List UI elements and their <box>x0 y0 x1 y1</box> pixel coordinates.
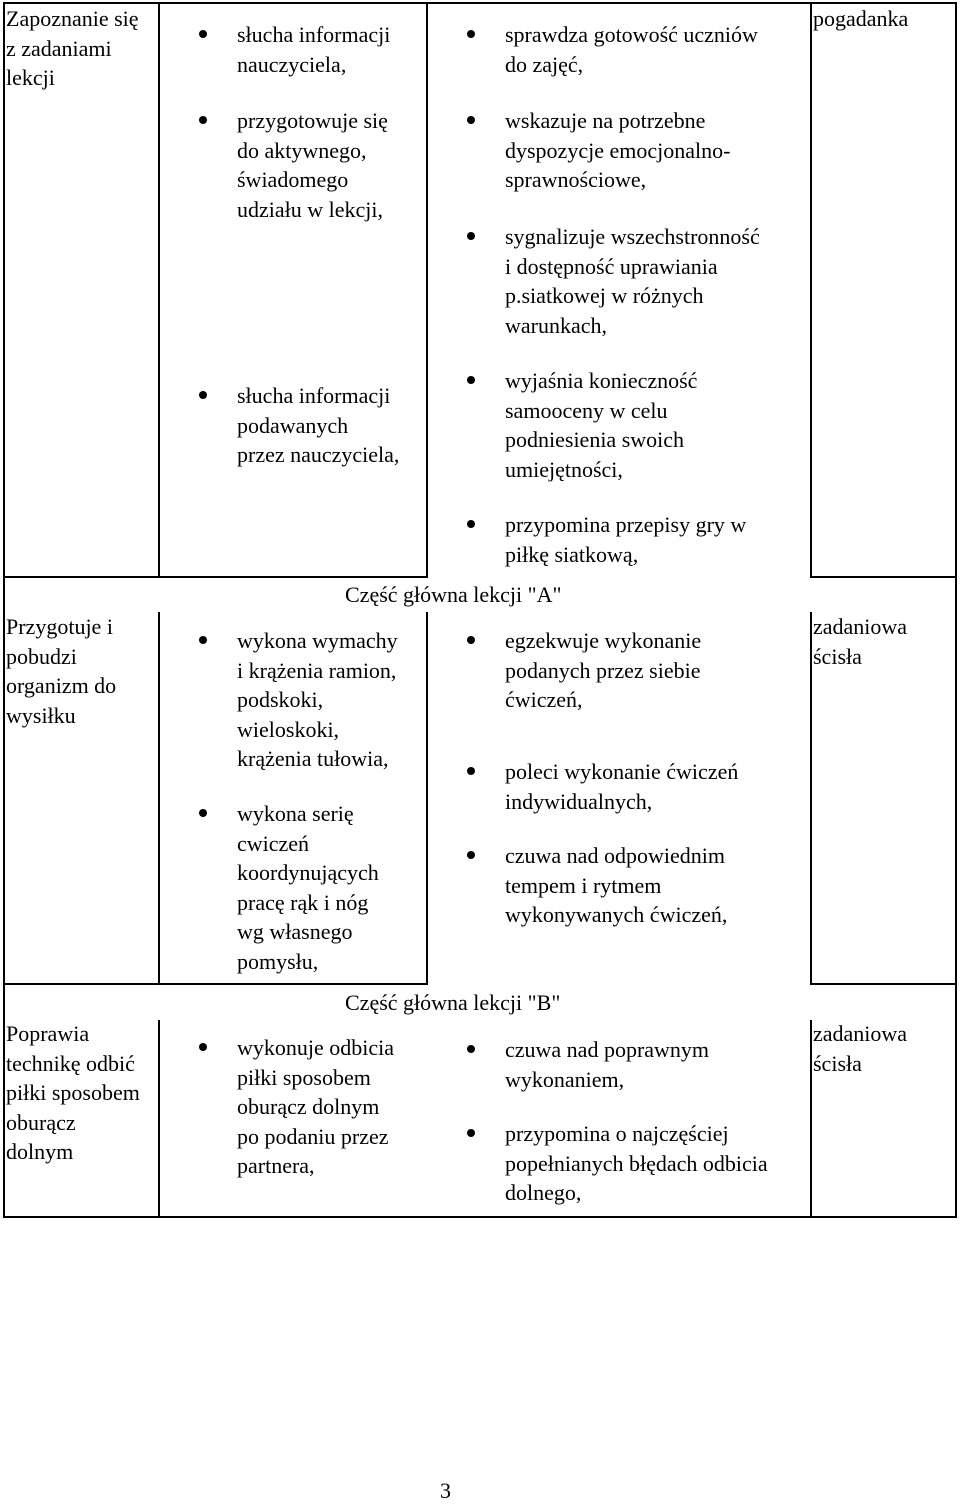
col-sep-goal-b <box>158 1020 160 1218</box>
bullet-icon <box>467 851 475 859</box>
bullet-icon <box>199 809 207 817</box>
student-item-3: słucha informacji podawanych przez nauczyciela, <box>237 381 399 470</box>
row-sep-1 <box>3 576 159 578</box>
bullet-icon <box>467 116 475 124</box>
col-sep-goal <box>158 2 160 578</box>
goal-warmup: Przygotuje i pobudzi organizm do wysiłku <box>6 614 117 728</box>
student-item-1: słucha informacji nauczyciela, <box>237 20 390 79</box>
col-sep-student-a <box>426 612 428 985</box>
bullet-icon <box>199 116 207 124</box>
col-sep-method-b <box>810 1020 812 1218</box>
method-intro: pogadanka <box>813 6 909 31</box>
bullet-icon <box>467 1045 475 1053</box>
teacher-item-5: przypomina przepisy gry w piłkę siatkową, <box>505 510 746 569</box>
teacher-item-a3: czuwa nad odpowiednim tempem i rytmem wykonywanych ćwiczeń, <box>505 841 727 930</box>
bullet-icon <box>467 232 475 240</box>
student-item-2: przygotowuje się do aktywnego, świadomego udziału w lekcji, <box>237 106 388 224</box>
teacher-item-b2: przypomina o najczęściej popełnianych błędach odbicia dolnego, <box>505 1119 768 1208</box>
bullet-icon <box>467 767 475 775</box>
row-sep-2c <box>158 983 428 985</box>
bullet-icon <box>467 376 475 384</box>
section-heading-b: Część główna lekcji "B" <box>345 990 561 1015</box>
goal-intro: Zapoznanie się z zadaniami lekcji <box>6 6 139 90</box>
teacher-item-b1: czuwa nad poprawnym wykonaniem, <box>505 1035 709 1094</box>
teacher-item-4: wyjaśnia konieczność samooceny w celu podniesienia swoich umiejętności, <box>505 366 697 484</box>
col-sep-method-a <box>810 612 812 985</box>
bullet-icon <box>199 30 207 38</box>
section-heading-a: Część główna lekcji "A" <box>345 582 562 607</box>
bullet-icon <box>467 520 475 528</box>
row-sep-1b <box>810 576 957 578</box>
teacher-item-1: sprawdza gotowość uczniów do zajęć, <box>505 20 758 79</box>
method-warmup: zadaniowa ścisła <box>813 614 908 669</box>
col-sep-goal-a <box>158 612 160 985</box>
goal-technique: Poprawia technikę odbić piłki sposobem oburącz dolnym <box>6 1021 140 1164</box>
teacher-item-a2: poleci wykonanie ćwiczeń indywidualnych, <box>505 757 738 816</box>
row-sep-2 <box>3 983 159 985</box>
bullet-icon <box>199 636 207 644</box>
bullet-icon <box>467 636 475 644</box>
col-sep-method <box>810 2 812 578</box>
student-item-a2: wykona serię cwiczeń koordynujących pracę rąk i nóg wg własnego pomysłu, <box>237 799 379 976</box>
teacher-item-2: wskazuje na potrzebne dyspozycje emocjonalno- sprawnościowe, <box>505 106 730 195</box>
bullet-icon <box>467 1129 475 1137</box>
row-sep-1c <box>158 576 428 578</box>
bullet-icon <box>199 1043 207 1051</box>
bullet-icon <box>199 391 207 399</box>
student-item-b1: wykonuje odbicia piłki sposobem oburącz dolnym po podaniu przez partnera, <box>237 1033 394 1181</box>
bullet-icon <box>467 30 475 38</box>
page-number: 3 <box>440 1478 451 1503</box>
teacher-item-3: sygnalizuje wszechstronność i dostępność uprawiania p.siatkowej w różnych warunkach, <box>505 222 760 340</box>
teacher-item-a1: egzekwuje wykonanie podanych przez siebie ćwiczeń, <box>505 626 701 715</box>
method-technique: zadaniowa ścisła <box>813 1021 908 1076</box>
col-sep-student <box>426 2 428 578</box>
student-item-a1: wykona wymachy i krążenia ramion, podskoki, wieloskoki, krążenia tułowia, <box>237 626 398 774</box>
row-sep-2b <box>810 983 957 985</box>
